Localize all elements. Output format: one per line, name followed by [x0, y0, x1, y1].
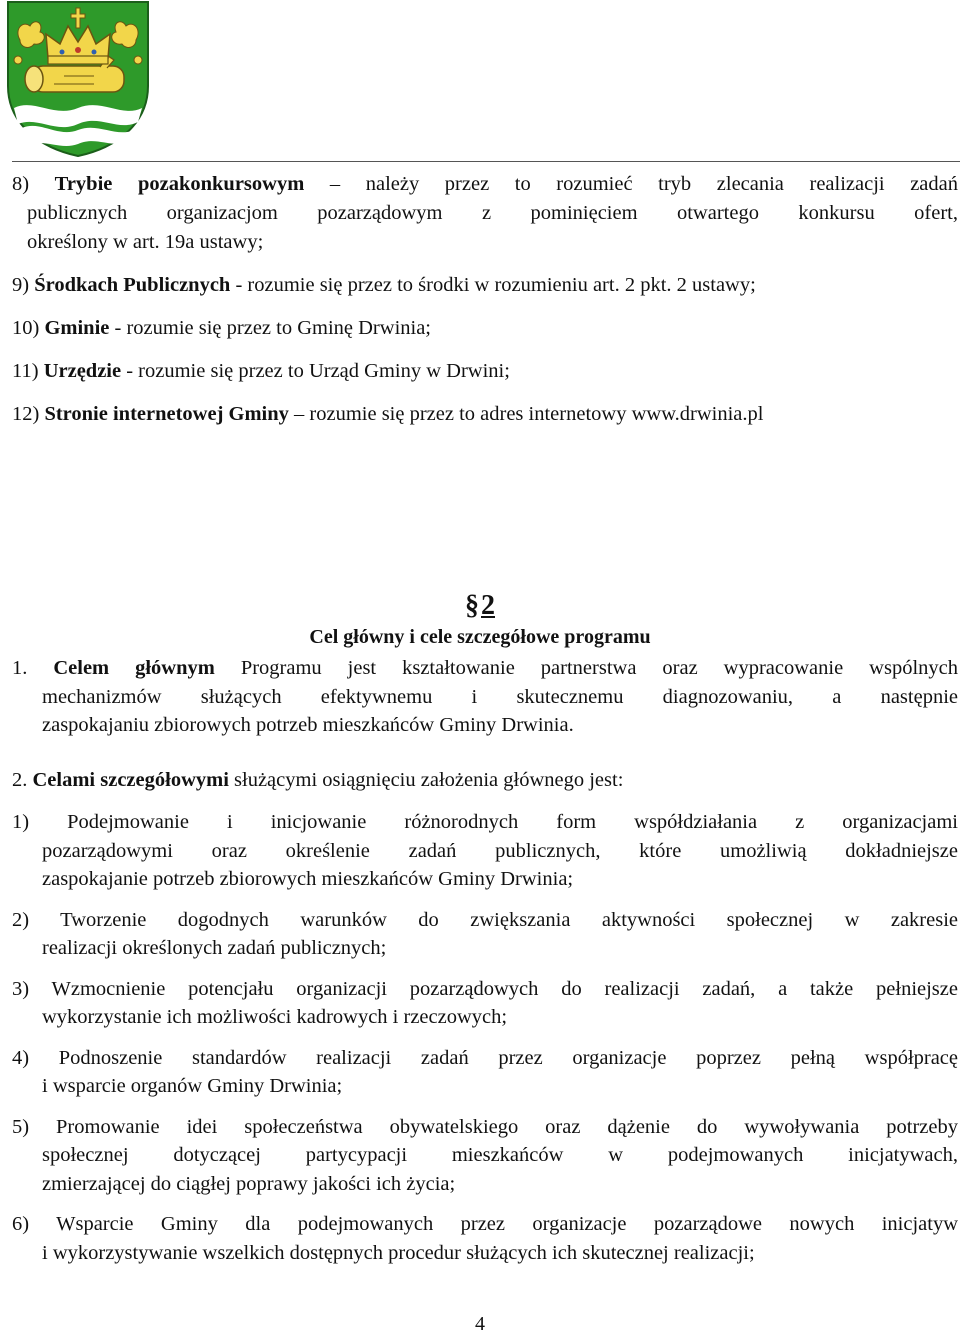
section-heading — [0, 588, 960, 650]
main-goal-term: Celem głównym — [53, 657, 215, 679]
page-number: 4 — [475, 1313, 485, 1335]
header-rule — [12, 161, 960, 162]
definition-term: Trybie pozakonkursowym — [54, 173, 305, 195]
definition-8-line-1: 8) Trybie pozakonkursowym – należy przez to rozumieć tryb zlecania realizacji zadań — [12, 173, 958, 195]
specific-goals-intro: 2. Celami szczegółowymi służącymi osiągnięciu założenia głównego jest: — [12, 768, 624, 791]
definitions-list — [12, 170, 958, 429]
main-goal: 1. Celem głównym Programu jest kształtowanie partnerstwa oraz wypracowanie wspólnych mechanizmów służących efektywnemu i skutecznemu diagnozowaniu, a następnie zaspokajaniu zbiorowych potrzeb mieszkańców Gminy Drwinia. — [12, 657, 958, 736]
section-number: §2 — [465, 590, 495, 621]
coat-of-arms-logo — [4, 0, 152, 158]
definition-term: Środkach Publicznych — [34, 274, 231, 296]
definition-term: Gminie — [44, 317, 110, 339]
definition-term: Stronie internetowej Gminy — [44, 403, 289, 425]
specific-goal-4: 4) Podnoszenie standardów realizacji zadań przez organizacje poprzez pełną współpracę i wsparcie organów Gminy Drwinia; — [12, 1046, 959, 1097]
specific-goal-3: 3) Wzmocnienie potencjału organizacji pozarządowych do realizacji zadań, a także pełniejsze wykorzystanie ich możliwości kadrowych i rzeczowych; — [12, 977, 958, 1028]
specific-goal-2: 2) Tworzenie dogodnych warunków do zwiększania aktywności społecznej w zakresie realizacji określonych zadań publicznych; — [12, 908, 958, 959]
specific-goal-6: 6) Wsparcie Gminy dla podejmowanych przez organizacje pozarządowe nowych inicjatyw i wykorzystywanie wszelkich dostępnych procedur służących ich skutecznej realizacji; — [12, 1213, 959, 1264]
definition-12: 12) Stronie internetowej Gminy – rozumie się przez to adres internetowy www.drwinia.pl — [12, 403, 764, 425]
specific-goals-term: Celami szczegółowymi — [32, 768, 229, 791]
specific-goal-1: 1) Podejmowanie i inicjowanie różnorodnych form współdziałania z organizacjami pozarządowymi oraz określenie zadań publicznych, które umożliwią dokładniejsze zaspokajanie potrzeb zbiorowych mieszkańców Gminy Drwinia; — [12, 811, 958, 890]
definition-11: 11) Urzędzie - rozumie się przez to Urząd Gminy w Drwini; — [12, 360, 510, 382]
program-goals — [12, 654, 958, 1267]
specific-goal-5: 5) Promowanie idei społeczeństwa obywatelskiego oraz dążenie do wywoływania potrzeby społecznej dotyczącej partycypacji mieszkańców w podejmowanych inicjatywach, zmierzającej do ciągłej poprawy jakości ich życia; — [12, 1115, 958, 1195]
definition-8-line-3: określony w art. 19a ustawy; — [27, 231, 264, 253]
definition-9: 9) Środkach Publicznych - rozumie się przez to środki w rozumieniu art. 2 pkt. 2 ustawy; — [12, 274, 756, 296]
section-title: Cel główny i cele szczegółowe programu — [309, 626, 651, 648]
definition-term: Urzędzie — [43, 360, 122, 382]
definition-10: 10) Gminie - rozumie się przez to Gminę Drwinia; — [12, 317, 431, 339]
definition-8-line-2: publicznych organizacjom pozarządowym z pominięciem otwartego konkursu ofert, — [27, 202, 958, 224]
